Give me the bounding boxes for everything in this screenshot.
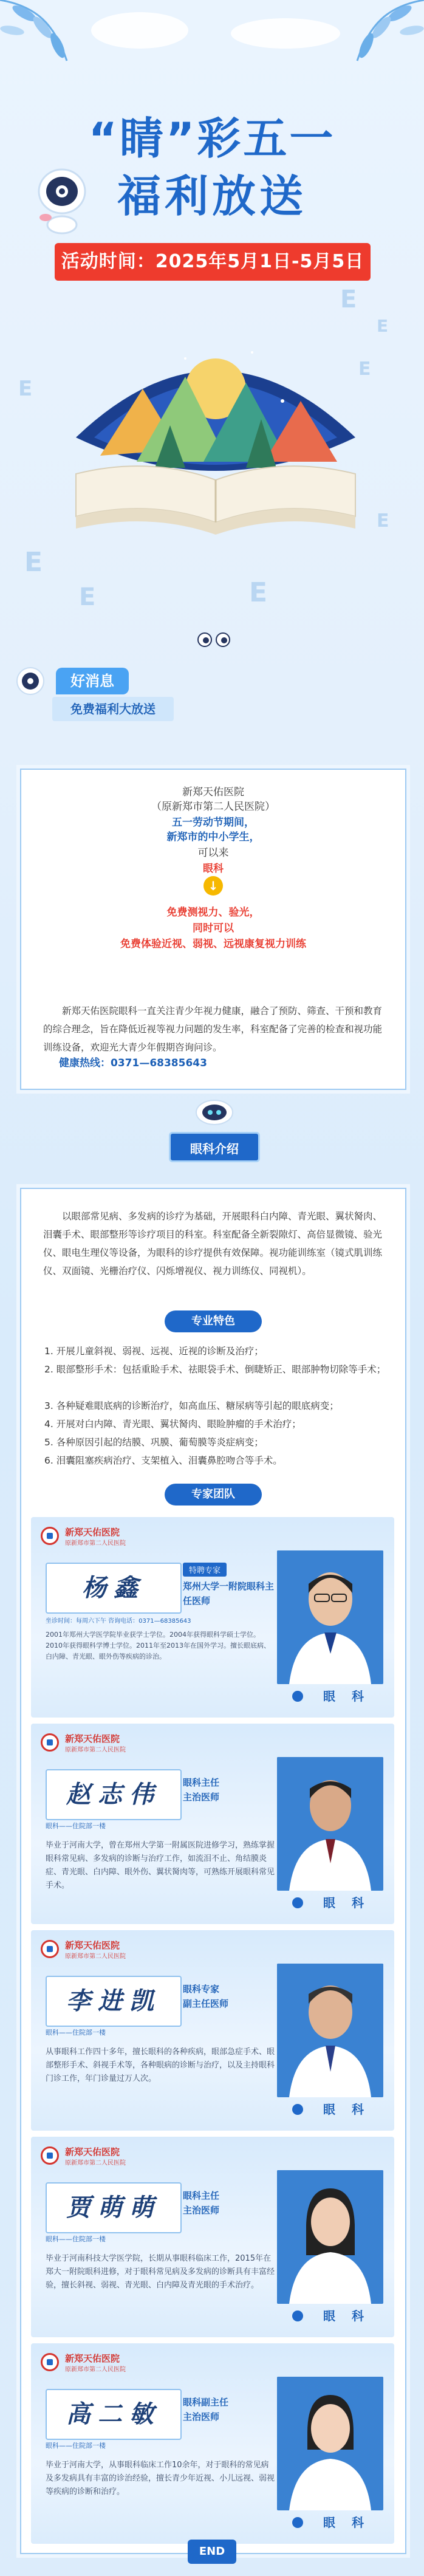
feature-item: 1. 开展儿童斜视、弱视、远视、近视的诊断及治疗； (44, 1346, 264, 1357)
doctor-schedule: 坐诊时间：每周六下午 咨询电话：0371—68385643 (46, 1618, 191, 1625)
intro-paragraph: 新郑天佑医院眼科一直关注青少年视力健康，融合了预防、筛查、干预和教育的综合理念，旨在降低近视等视力问题的发生率，科室配备了完善的检查和视功能训练设备，欢迎光大青少年假期咨询问诊。 (43, 1005, 383, 1053)
doctor-dept: 眼 科 (323, 1896, 370, 1910)
doctor-title-line: 副主任医师 (183, 1998, 229, 2009)
doctor-title-line: 主治医师 (183, 2205, 220, 2216)
robot-mascot-icon (192, 1097, 237, 1126)
hospital-sub: 原新郑市第二人民医院 (65, 1540, 126, 1547)
doctor-description: 毕业于河南大学，从事眼科临床工作10余年，对于眼科的常见病及多发病具有丰富的诊治经验，擅长青少年近视、小儿远视、弱视等疾病的诊断和治疗。 (46, 2461, 275, 2496)
hospital-logo-icon (41, 1940, 59, 1958)
feature-item: 3. 各种疑难眼底病的诊断治疗，如高血压、糖尿病等引起的眼底病变； (44, 1400, 339, 1411)
eye-icon (292, 2311, 303, 2321)
hospital-sub: 原新郑市第二人民医院 (65, 1953, 126, 1960)
eye-chart-e-icon: E (18, 377, 33, 401)
leaf-right-decoration (333, 0, 424, 85)
doctor-name-box (46, 1976, 182, 2027)
dept-info-card (20, 1188, 406, 2554)
feature-item: 2. 眼部整形手术：包括重睑手术、祛眼袋手术、倒睫矫正、眼部肿物切除等手术； (44, 1364, 386, 1375)
free-line-3: 免费体验近视、弱视、远视康复视力训练 (120, 938, 306, 950)
doctor-title (183, 1563, 274, 1608)
hospital-sub: 原新郑市第二人民医院 (65, 2160, 126, 2167)
doctor-name: 高二敏 (66, 2400, 161, 2428)
dept-intro-header (169, 1097, 260, 1176)
hospital-name: 新郑天佑医院 (65, 2146, 120, 2157)
health-hotline: 健康热线：0371—68385643 (59, 1057, 207, 1069)
doctor-photo (277, 2377, 383, 2510)
doctor-dept: 眼 科 (323, 2309, 370, 2323)
doctor-dept: 眼 科 (323, 2515, 370, 2530)
doctor-title-line: 眼科副主任 (183, 2397, 229, 2408)
doctor-card (31, 2137, 394, 2337)
doctor-name: 赵志伟 (66, 1780, 161, 1809)
eyes-decoration-icon (196, 632, 232, 648)
doctor-description: 2001年郑州大学医学院毕业获学士学位。2004年获得眼科学硕士学位。2010年获得眼科学博士学位。2011年至2013年在国外学习。擅长眼底病、白内障、青光眼、眼外伤等疾病的诊治。 (46, 1631, 270, 1660)
eye-icon (292, 1897, 303, 1908)
doctor-location: 眼科——住院部一楼 (46, 2235, 106, 2243)
hospital-logo-icon (41, 2353, 59, 2371)
hospital-name: 新郑天佑医院 (65, 1733, 120, 1744)
arrow-down-icon: ↓ (203, 876, 223, 896)
open-book-eye-illustration (64, 286, 368, 571)
eye-icon (292, 1691, 303, 1702)
event-line-1: 五一劳动节期间， (172, 817, 255, 829)
doctor-title-line: 眼科专家 (183, 1984, 220, 1995)
doctor-card (31, 1930, 394, 2131)
hospital-name: 新郑天佑医院 (65, 1940, 120, 1951)
doctor-card (31, 2343, 394, 2544)
doctor-card (31, 1724, 394, 1924)
doctor-name: 李进凯 (66, 1987, 161, 2015)
doctor-location: 眼科——住院部一楼 (46, 2442, 106, 2450)
doctor-photo (277, 1757, 383, 1891)
doctor-photo (277, 2170, 383, 2304)
features-title: 专业特色 (165, 1310, 262, 1332)
event-date-banner: 活动时间：2025年5月1日-5月5日 (55, 243, 371, 281)
doctor-title (183, 2395, 274, 2424)
hospital-logo-icon (41, 1527, 59, 1545)
hospital-name: 新郑天佑医院 (65, 2353, 120, 2364)
doctor-description: 从事眼科工作四十多年，擅长眼科的各种疾病，眼部急症手术、眼部整形手术、斜视手术等，各种眼病的诊断与治疗，以及主持眼科门诊工作，年门诊量过万人次。 (46, 2047, 275, 2083)
doctor-title-line: 眼科主任 (183, 2190, 220, 2201)
doctor-dept: 眼 科 (323, 1689, 370, 1704)
feature-item: 4. 开展对白内障、青光眼、翼状胬肉、眼睑肿瘤的手术治疗； (44, 1419, 301, 1430)
hospital-name: 新郑天佑医院 (182, 786, 244, 798)
feature-item: 5. 各种原因引起的结膜、巩膜、葡萄膜等炎症病变； (44, 1437, 264, 1448)
doctor-name: 杨鑫 (82, 1574, 145, 1602)
page-title-line1: “睛”彩五一 (88, 113, 336, 164)
cloud (91, 12, 188, 49)
dept-intro-text: 以眼部常见病、多发病的诊疗为基础，开展眼科白内障、青光眼、翼状胬肉、泪囊手术、眼部整形等诊疗项目的科室。科室配备全新裂隙灯、高倍显微镜、验光仪、眼电生理仪等设备，为眼科的诊疗提供有效保障。视功能训练室（镜式肌训练仪、双面镜、光栅治疗仪、闪烁增视仪、视力训练仪、同视机）。 (43, 1211, 383, 1276)
hospital-sub: 原新郑市第二人民医院 (65, 1747, 126, 1753)
eye-icon (292, 2517, 303, 2528)
doctor-title-line: 郑州大学一附院眼科主任医师 (183, 1581, 275, 1606)
good-news-badge: 好消息 (56, 668, 129, 694)
doctor-card (31, 1517, 394, 1718)
hospital-alt-name: （原新郑市第二人民医院） (151, 801, 275, 813)
doctor-photo (277, 1550, 383, 1684)
doctor-dept: 眼 科 (323, 2102, 370, 2117)
eye-chart-e-icon: E (358, 358, 371, 380)
team-title: 专家团队 (165, 1484, 262, 1506)
hero-banner (0, 0, 424, 699)
doctor-location: 眼科——住院部一楼 (46, 1822, 106, 1830)
doctor-name-box (46, 2182, 182, 2233)
doctor-title-line: 眼科主任 (183, 1777, 220, 1788)
event-line-3: 可以来 (197, 847, 229, 859)
page-title-line2: 福利放送 (117, 171, 307, 222)
doctor-name: 贾萌萌 (66, 2193, 161, 2222)
hospital-sub: 原新郑市第二人民医院 (65, 2366, 126, 2373)
doctor-description: 毕业于河南大学，曾在郑州大学第一附属医院进修学习，熟练掌握眼科常见病、多发病的诊断与治疗工作，如流泪不止、角结膜炎症、青光眼、白内障、眼外伤、翼状胬肉等，可熟练开展眼科常见手术。 (46, 1841, 275, 1890)
eye-chart-e-icon: E (340, 286, 357, 313)
eye-chart-e-icon: E (377, 510, 389, 532)
dept-intro-label: 眼科介绍 (169, 1132, 260, 1162)
leaf-left-decoration (0, 0, 91, 85)
robot-mascot-icon (12, 665, 49, 702)
event-line-2: 新郑市的中小学生， (166, 831, 260, 843)
cloud (231, 18, 340, 49)
doctor-title (183, 1775, 274, 1804)
eye-chart-e-icon: E (24, 547, 43, 578)
doctor-description: 毕业于河南科技大学医学院，长期从事眼科临床工作，2015年在郑大一附院眼科进修，对于眼科常见病及多发病的诊断具有丰富经验，擅长斜视、弱视、青光眼、白内障及青光眼的手术治疗。 (46, 2254, 275, 2290)
eye-chart-e-icon: E (79, 583, 96, 611)
doctor-title (183, 2188, 274, 2218)
free-line-1: 免费测视力、验光， (166, 906, 260, 919)
doctor-title-line: 主治医师 (183, 1792, 220, 1803)
doctor-location: 眼科——住院部一楼 (46, 2029, 106, 2036)
dept-name: 眼科 (203, 863, 224, 875)
hospital-name: 新郑天佑医院 (65, 1527, 120, 1538)
good-news-banner (12, 665, 182, 726)
robot-mascot-icon (33, 164, 91, 237)
doctor-title-line: 主治医师 (183, 2411, 220, 2422)
doctor-title (183, 1982, 274, 2011)
eye-chart-e-icon: E (377, 316, 389, 336)
doctor-name-box (46, 2389, 182, 2440)
doctor-name-box (46, 1563, 182, 1614)
eye-icon (292, 2104, 303, 2115)
free-line-2: 同时可以 (193, 922, 234, 934)
hospital-logo-icon (41, 1733, 59, 1752)
feature-item: 6. 泪囊阻塞疾病治疗、支架植入、泪囊鼻腔吻合等手术。 (44, 1455, 282, 1466)
event-info-card (20, 769, 406, 1090)
doctor-name-box (46, 1769, 182, 1820)
good-news-subtitle: 免费福利大放送 (52, 697, 174, 721)
end-marker: END (188, 2540, 236, 2564)
eye-chart-e-icon: E (249, 577, 268, 608)
doctor-tag: 特聘专家 (183, 1563, 227, 1577)
doctor-photo (277, 1964, 383, 2097)
hospital-logo-icon (41, 2146, 59, 2165)
